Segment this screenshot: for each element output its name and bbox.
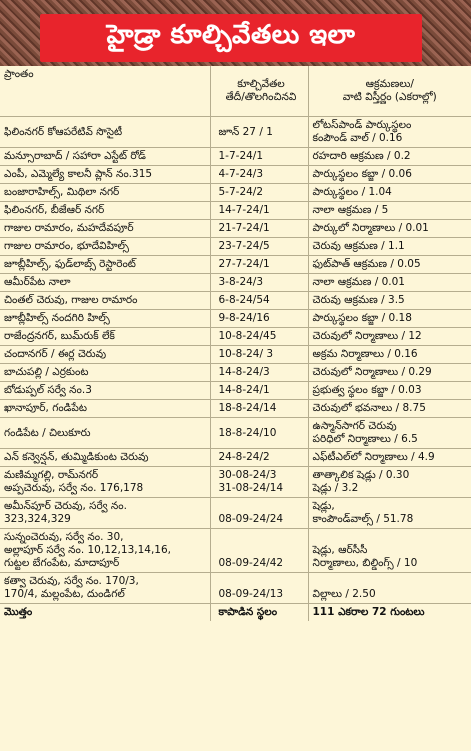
row-date xyxy=(210,382,308,400)
row-encroachment xyxy=(308,400,471,418)
row-encroachment xyxy=(308,184,471,202)
row-date-line: 14-8-24/3 xyxy=(218,366,270,378)
row-date-line: 6-8-24/54 xyxy=(218,294,270,306)
row-place xyxy=(0,148,210,166)
row-date-line xyxy=(219,500,304,513)
row-encroachment xyxy=(308,238,471,256)
row-place-line: గాజుల రామారం, మహదేవపూర్ xyxy=(4,222,134,234)
row-place-line: ఎంపీ, ఎమ్మెల్యే కాలనీ ప్లాన్ నం.315 xyxy=(4,168,153,180)
row-place-line: మణిమ్మగల్లి, రామ్‌నగర్ xyxy=(4,469,99,481)
row-place-line: బంజారాహిల్స్, మిథిలా నగర్ xyxy=(4,186,120,198)
row-place-line: 323,324,329 xyxy=(4,513,71,525)
total-label: మొత్తం xyxy=(4,606,33,618)
row-date xyxy=(210,184,308,202)
row-encroachment-line: చెరువు ఆక్రమణ / 1.1 xyxy=(312,240,405,252)
row-place-line: బాచుపల్లి / ఎర్రకుంట xyxy=(4,366,89,378)
row-place xyxy=(0,498,210,529)
row-encroachment-line: షెడ్లు, xyxy=(312,500,335,512)
row-encroachment xyxy=(308,529,471,573)
table-row xyxy=(0,400,471,418)
row-encroachment-line: పార్కుస్థలం కబ్జా / 0.18 xyxy=(312,312,412,324)
row-place-line: ఫిలింనగర్, బీజేఆర్ నగర్ xyxy=(4,204,105,216)
header-date-line1: కూల్చివేతల xyxy=(237,78,285,90)
row-place-line: రాజేంద్రనగర్, బుమ్‌రుక్ లేక్ xyxy=(4,330,115,342)
row-encroachment-line: షెడ్లు / 3.2 xyxy=(312,482,359,494)
row-date-line: 9-8-24/16 xyxy=(218,312,270,324)
row-place-line: బోడుప్పల్ సర్వే నం.3 xyxy=(4,384,92,396)
row-date-line: 14-7-24/1 xyxy=(218,204,270,216)
row-date xyxy=(210,449,308,467)
header-place: ప్రాంతం xyxy=(0,66,210,117)
row-date-line xyxy=(219,544,304,557)
row-date-line: 27-7-24/1 xyxy=(218,258,270,270)
table-row xyxy=(0,148,471,166)
header-encroachment xyxy=(308,66,471,117)
row-date-line: 18-8-24/10 xyxy=(218,426,277,439)
row-place xyxy=(0,346,210,364)
row-place xyxy=(0,467,210,498)
row-date xyxy=(210,117,308,148)
row-encroachment-line: ఉస్మాన్‌సాగర్ చెరువు xyxy=(312,420,397,432)
row-place xyxy=(0,382,210,400)
row-place-line: జూబ్లీహిల్స్, ఫుడ్‌లాబ్స్ రెస్టారెంట్ xyxy=(4,258,136,270)
row-date xyxy=(210,467,308,498)
row-place xyxy=(0,292,210,310)
row-encroachment-line: పార్కులో నిర్మాణాలు / 0.01 xyxy=(312,222,429,234)
row-encroachment xyxy=(308,498,471,529)
row-date xyxy=(210,274,308,292)
total-saved-land: కాపాడిన స్థలం xyxy=(210,604,308,622)
row-place-line: గుట్టల బేగంపేట, మాదాపూర్ xyxy=(4,557,120,569)
total-row xyxy=(0,604,471,622)
table-row xyxy=(0,202,471,220)
row-date xyxy=(210,328,308,346)
row-encroachment xyxy=(308,117,471,148)
row-place-line: సున్నంచెరువు, సర్వే నం. 30, xyxy=(4,531,124,543)
row-place xyxy=(0,573,210,604)
row-date-line: జూన్ 27 / 1 xyxy=(218,125,273,138)
row-date xyxy=(210,148,308,166)
row-place xyxy=(0,529,210,573)
row-encroachment xyxy=(308,382,471,400)
row-encroachment xyxy=(308,148,471,166)
table-row xyxy=(0,310,471,328)
row-date-line: 4-7-24/3 xyxy=(218,168,264,180)
row-date-line: 08-09-24/13 xyxy=(218,588,284,600)
table-row xyxy=(0,346,471,364)
row-encroachment-line: విల్లాలు / 2.50 xyxy=(312,588,376,600)
row-date-line xyxy=(219,531,304,544)
row-place-line: అమీన్‌పూర్ చెరువు, సర్వే నం. xyxy=(4,500,127,512)
row-encroachment-line: నాలా ఆక్రమణ / 5 xyxy=(312,204,389,216)
row-date xyxy=(210,364,308,382)
row-date-line: 08-09-24/42 xyxy=(218,557,284,569)
header-date-line2: తేదీ/తొలగించినవి xyxy=(225,91,297,103)
row-place xyxy=(0,310,210,328)
row-encroachment-line: చెరువులో భవనాలు / 8.75 xyxy=(312,402,426,414)
row-encroachment-line: షెడ్లు, ఆర్‌సీసీ xyxy=(312,544,368,556)
row-place-line: 170/4, మల్లంపేట, దుండిగల్ xyxy=(4,588,125,600)
row-place xyxy=(0,328,210,346)
row-place xyxy=(0,166,210,184)
header-date xyxy=(210,66,308,117)
row-date-line: 24-8-24/2 xyxy=(218,451,270,463)
row-date-line: 10-8-24/45 xyxy=(218,330,277,342)
row-encroachment-line: నాలా ఆక్రమణ / 0.01 xyxy=(312,276,405,288)
table-row xyxy=(0,498,471,529)
table-row xyxy=(0,238,471,256)
row-encroachment xyxy=(308,328,471,346)
row-place xyxy=(0,364,210,382)
header-encroachment-line1: ఆక్రమణలు/ xyxy=(365,78,414,90)
row-encroachment xyxy=(308,449,471,467)
row-date xyxy=(210,400,308,418)
row-encroachment xyxy=(308,256,471,274)
row-date-line: 5-7-24/2 xyxy=(218,186,264,198)
row-encroachment-line: పరిధిలో నిర్మాణాలు / 6.5 xyxy=(312,433,418,445)
title-box xyxy=(40,14,422,62)
row-place-line: ఎన్ కన్వెన్షన్, తుమ్మిడికుంట చెరువు xyxy=(4,451,149,463)
row-date-line: 08-09-24/24 xyxy=(218,513,284,525)
row-date xyxy=(210,220,308,238)
total-value: 111 ఎకరాల 72 గుంటలు xyxy=(308,604,471,622)
row-encroachment xyxy=(308,418,471,449)
table-row xyxy=(0,449,471,467)
row-date xyxy=(210,202,308,220)
row-encroachment xyxy=(308,292,471,310)
row-place-line: గండిపేట / చిలుకూరు xyxy=(4,426,91,439)
row-encroachment-line: ఫుట్‌పాత్ ఆక్రమణ / 0.05 xyxy=(312,258,421,270)
row-encroachment-line: ప్రభుత్వ స్థలం కబ్జా / 0.03 xyxy=(312,384,422,396)
row-place xyxy=(0,449,210,467)
row-place xyxy=(0,400,210,418)
row-date-line: 21-7-24/1 xyxy=(218,222,270,234)
header-encroachment-line2: వాటి విస్తీర్ణం (ఎకరాల్లో) xyxy=(342,91,437,103)
row-encroachment-line: చెరువులో నిర్మాణాలు / 0.29 xyxy=(312,366,432,378)
row-encroachment-line: లోటస్‌పాండ్ పార్కుస్థలం xyxy=(312,119,412,131)
row-place-line: అల్లాపూర్ సర్వే నం. 10,12,13,14,16, xyxy=(4,544,171,556)
row-encroachment xyxy=(308,274,471,292)
row-date-line: 18-8-24/14 xyxy=(218,402,277,414)
table-row xyxy=(0,328,471,346)
row-encroachment-line: పార్కుస్థలం / 1.04 xyxy=(312,186,392,198)
row-date-line: 30-08-24/3 xyxy=(218,469,277,481)
row-encroachment-line: ఎఫ్‌టీఎల్‌లో నిర్మాణాలు / 4.9 xyxy=(312,451,435,463)
table-row xyxy=(0,166,471,184)
row-date xyxy=(210,418,308,449)
row-place-line: అప్పచెరువు, సర్వే నం. 176,178 xyxy=(4,482,144,494)
row-date xyxy=(210,292,308,310)
row-place xyxy=(0,202,210,220)
table-row xyxy=(0,382,471,400)
row-encroachment-line: చెరువులో నిర్మాణాలు / 12 xyxy=(312,330,422,342)
table-row xyxy=(0,292,471,310)
row-encroachment-line: అక్రమ నిర్మాణాలు / 0.16 xyxy=(312,348,418,360)
row-place-line: మన్సూరాబాద్ / సహారా ఎస్టేట్ రోడ్ xyxy=(4,150,146,162)
table-header-row xyxy=(0,66,471,117)
row-encroachment-line: రహదారి ఆక్రమణ / 0.2 xyxy=(312,150,411,162)
table-row xyxy=(0,467,471,498)
row-encroachment xyxy=(308,220,471,238)
row-encroachment xyxy=(308,166,471,184)
row-encroachment xyxy=(308,310,471,328)
row-encroachment-line: కాంపౌండ్‌వాల్స్ / 51.78 xyxy=(312,513,414,525)
row-place xyxy=(0,274,210,292)
row-date-line: 3-8-24/3 xyxy=(218,276,264,288)
row-encroachment-line: చెరువు ఆక్రమణ / 3.5 xyxy=(312,294,405,306)
table-row xyxy=(0,364,471,382)
row-place-line: ఫిలింనగర్ కోఆపరేటివ్ సొసైటీ xyxy=(4,125,123,138)
row-place-line: ఆమీర్‌పేట నాలా xyxy=(4,276,71,288)
row-place xyxy=(0,117,210,148)
row-date-line xyxy=(219,575,304,588)
row-place-line: కత్వా చెరువు, సర్వే నం. 170/3, xyxy=(4,575,139,587)
table-row xyxy=(0,117,471,148)
row-encroachment-line: తాత్కాలిక షెడ్లు / 0.30 xyxy=(312,469,410,481)
row-encroachment-line xyxy=(313,575,468,588)
row-place-line: గాజుల రామారం, భూదేవిహిల్స్ xyxy=(4,240,129,252)
row-date xyxy=(210,238,308,256)
table-row xyxy=(0,184,471,202)
table-row xyxy=(0,274,471,292)
row-date xyxy=(210,498,308,529)
row-place xyxy=(0,256,210,274)
table-row xyxy=(0,573,471,604)
row-date xyxy=(210,346,308,364)
row-encroachment-line: కంపౌండ్ వాల్ / 0.16 xyxy=(312,132,403,144)
row-encroachment xyxy=(308,202,471,220)
row-date xyxy=(210,166,308,184)
row-place xyxy=(0,220,210,238)
row-date-line: 23-7-24/5 xyxy=(218,240,270,252)
row-place-line: చందానగర్ / ఈర్ల చెరువు xyxy=(4,348,107,360)
demolitions-table xyxy=(0,66,471,621)
row-date-line: 1-7-24/1 xyxy=(218,150,264,162)
row-date xyxy=(210,529,308,573)
row-encroachment xyxy=(308,573,471,604)
row-encroachment xyxy=(308,346,471,364)
row-date xyxy=(210,573,308,604)
row-place xyxy=(0,238,210,256)
row-place-line: చింతల్ చెరువు, గాజుల రామారం xyxy=(4,294,138,306)
row-encroachment-line xyxy=(313,531,468,544)
row-date xyxy=(210,310,308,328)
row-encroachment xyxy=(308,364,471,382)
row-encroachment xyxy=(308,467,471,498)
table-row xyxy=(0,418,471,449)
page-title: హైడ్రా కూల్చివేతలు ఇలా xyxy=(106,20,356,50)
row-place xyxy=(0,418,210,449)
row-place-line: జూబ్లీహిల్స్ నందగిరి హిల్స్ xyxy=(4,312,110,324)
row-encroachment-line: నిర్మాణాలు, బిల్డింగ్స్ / 10 xyxy=(312,557,418,569)
table-row xyxy=(0,220,471,238)
row-date-line: 31-08-24/14 xyxy=(218,482,284,494)
row-date xyxy=(210,256,308,274)
table-row xyxy=(0,256,471,274)
row-place xyxy=(0,184,210,202)
row-encroachment-line: పార్కుస్థలం కబ్జా / 0.06 xyxy=(312,168,412,180)
title-banner xyxy=(0,0,471,66)
row-date-line: 10-8-24/ 3 xyxy=(218,348,274,360)
row-place-line: ఖానాపూర్, గండిపేట xyxy=(4,402,87,414)
row-date-line: 14-8-24/1 xyxy=(218,384,270,396)
table-row xyxy=(0,529,471,573)
